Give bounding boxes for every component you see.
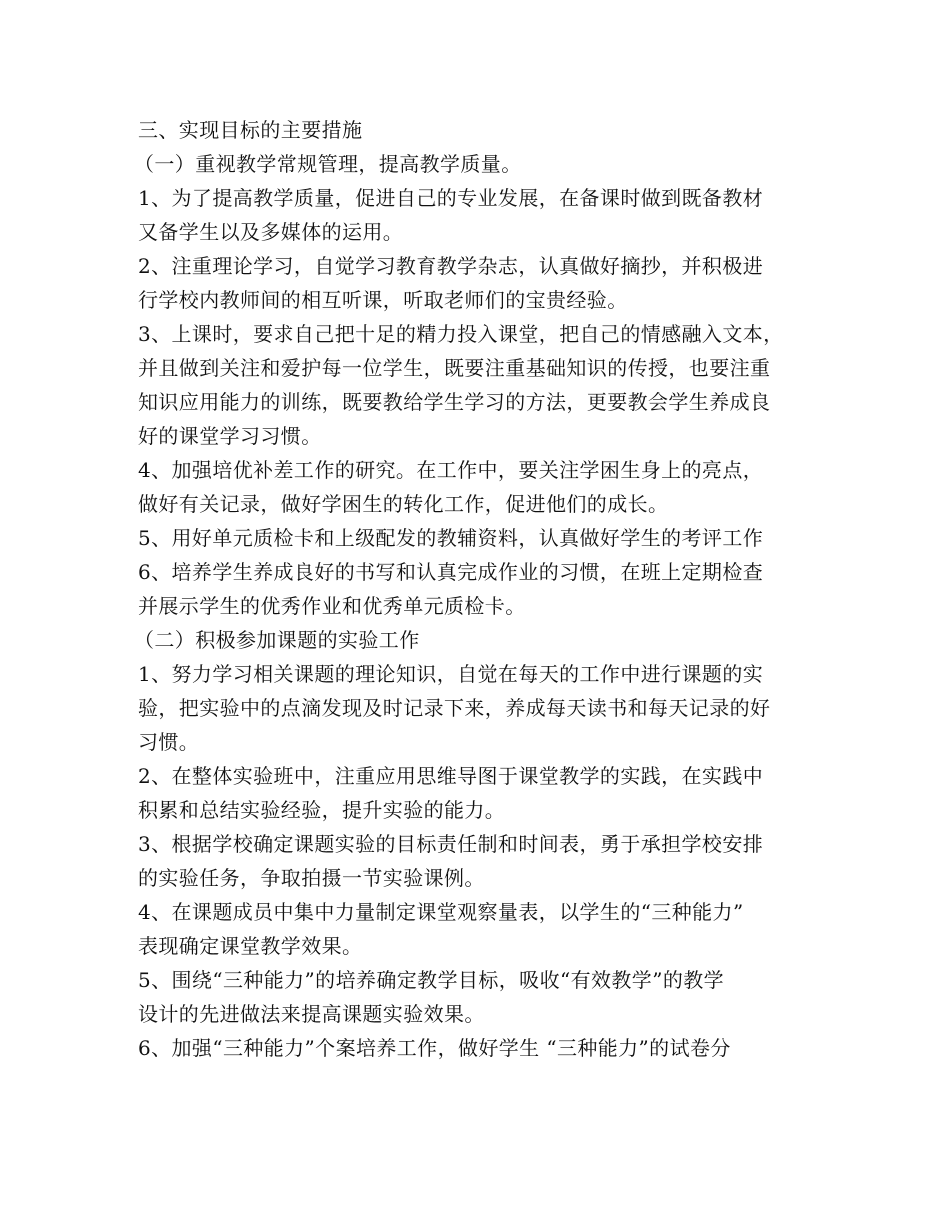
paragraph-line: 2、注重理论学习，自觉学习教育教学杂志，认真做好摘抄，并积极进	[138, 254, 764, 278]
paragraph-line: 做好有关记录，做好学困生的转化工作，促进他们的成长。	[138, 492, 669, 516]
paragraph-line: 1、为了提高教学质量，促进自己的专业发展，在备课时做到既备教材	[138, 186, 764, 210]
paragraph-line: 1、努力学习相关课题的理论知识，自觉在每天的工作中进行课题的实	[138, 662, 764, 686]
subsection-heading: （二）积极参加课题的实验工作	[134, 628, 420, 652]
paragraph-line: 6、培养学生养成良好的书写和认真完成作业的习惯，在班上定期检查	[138, 560, 764, 584]
section-heading: 三、实现目标的主要措施	[138, 118, 363, 142]
paragraph-line: 2、在整体实验班中，注重应用思维导图于课堂教学的实践，在实践中	[138, 764, 764, 788]
paragraph-line: 4、加强培优补差工作的研究。在工作中，要关注学困生身上的亮点，	[138, 458, 764, 482]
subsection-heading: （一）重视教学常规管理，提高教学质量。	[134, 152, 522, 176]
paragraph-line: 并且做到关注和爱护每一位学生，既要注重基础知识的传授，也要注重	[138, 356, 771, 380]
paragraph-line: 行学校内教师间的相互听课，听取老师们的宝贵经验。	[138, 288, 628, 312]
document-body	[134, 113, 838, 1065]
paragraph-line: 设计的先进做法来提高课题实验效果。	[138, 1002, 485, 1026]
paragraph-line: 6、加强“三种能力”个案培养工作，做好学生 “三种能力”的试卷分	[138, 1036, 731, 1060]
paragraph-line: 验，把实验中的点滴发现及时记录下来，养成每天读书和每天记录的好	[138, 696, 771, 720]
paragraph-line: 并展示学生的优秀作业和优秀单元质检卡。	[138, 594, 526, 618]
paragraph-line: 3、上课时，要求自己把十足的精力投入课堂，把自己的情感融入文本，	[138, 322, 784, 346]
paragraph-line: 知识应用能力的训练，既要教给学生学习的方法，更要教会学生养成良	[138, 390, 771, 414]
paragraph-line: 积累和总结实验经验，提升实验的能力。	[138, 798, 506, 822]
paragraph-line: 5、围绕“三种能力”的培养确定教学目标，吸收“有效教学”的教学	[138, 968, 725, 992]
paragraph-line: 4、在课题成员中集中力量制定课堂观察量表，以学生的“三种能力”	[138, 900, 744, 924]
paragraph-line: 3、根据学校确定课题实验的目标责任制和时间表，勇于承担学校安排	[138, 832, 764, 856]
paragraph-line: 习惯。	[138, 730, 200, 754]
paragraph-line: 好的课堂学习习惯。	[138, 424, 322, 448]
paragraph-line: 5、用好单元质检卡和上级配发的教辅资料，认真做好学生的考评工作	[138, 526, 764, 550]
paragraph-line: 又备学生以及多媒体的运用。	[138, 220, 404, 244]
paragraph-line: 表现确定课堂教学效果。	[138, 934, 363, 958]
paragraph-line: 的实验任务，争取拍摄一节实验课例。	[138, 866, 485, 890]
